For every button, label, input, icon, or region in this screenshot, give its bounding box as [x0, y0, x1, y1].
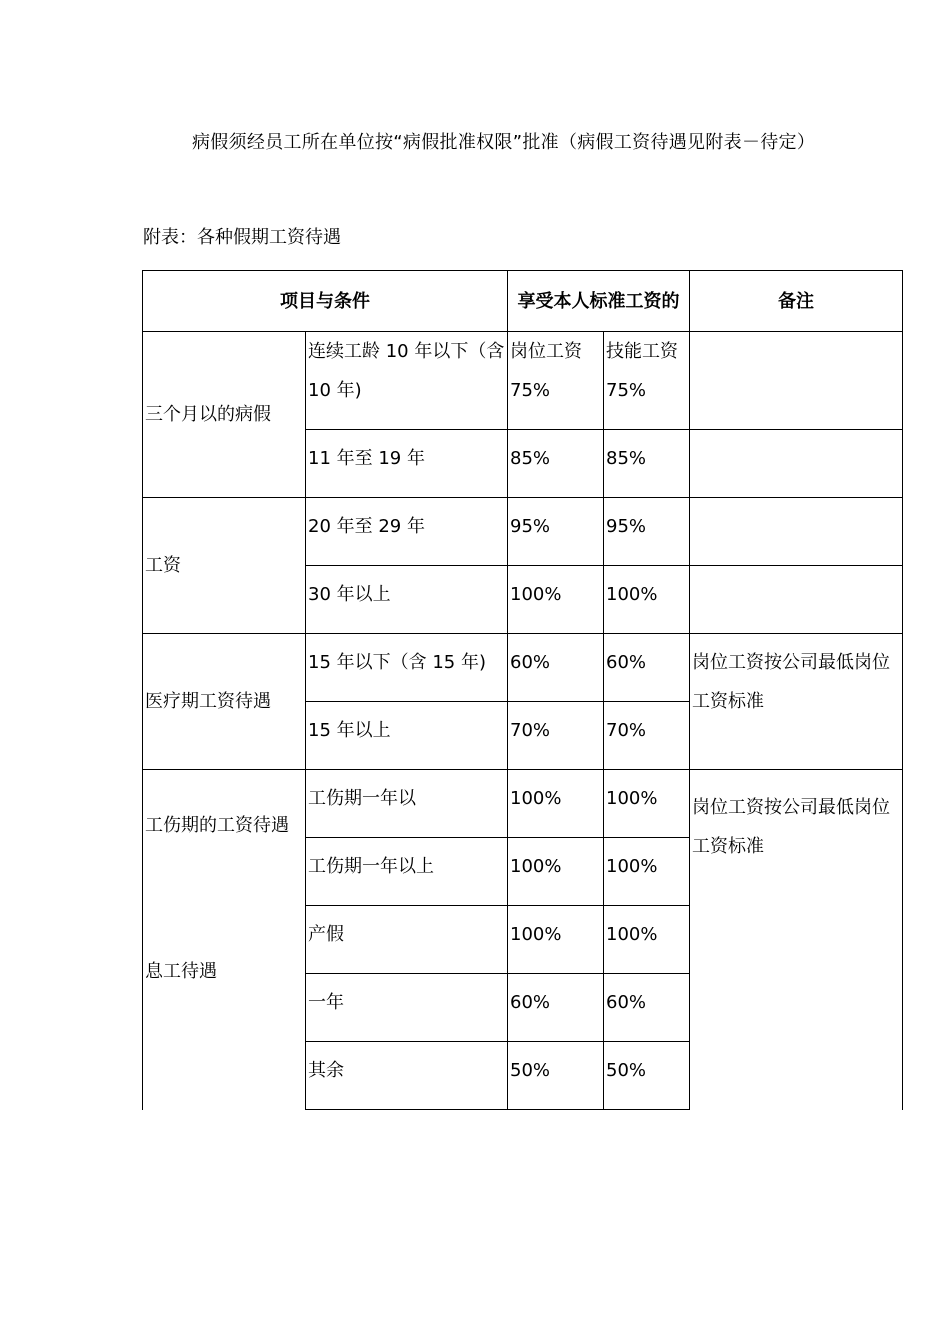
note-cell — [690, 430, 903, 498]
section-wage: 工资 — [143, 498, 306, 634]
table-row — [143, 770, 903, 838]
skill-wage-cell: 60% — [604, 974, 690, 1042]
skill-wage-cell: 95% — [604, 498, 690, 566]
leave-wage-table — [142, 270, 903, 1110]
skill-wage-cell: 100% — [604, 906, 690, 974]
table-row — [143, 332, 903, 430]
skill-wage-cell: 100% — [604, 566, 690, 634]
post-wage-cell: 70% — [508, 702, 604, 770]
body-paragraph: 病假须经员工所在单位按“病假批准权限”批准（病假工资待遇见附表－待定） — [192, 132, 816, 153]
skill-wage-cell: 70% — [604, 702, 690, 770]
post-wage-cell: 85% — [508, 430, 604, 498]
skill-wage-cell: 85% — [604, 430, 690, 498]
table-row — [143, 498, 903, 566]
section-injury-rest — [143, 770, 306, 1110]
skill-wage-cell: 60% — [604, 634, 690, 702]
condition-cell: 20 年至 29 年 — [306, 498, 508, 566]
condition-cell: 15 年以下（含 15 年) — [306, 634, 508, 702]
section-medical: 医疗期工资待遇 — [143, 634, 306, 770]
section-sick-leave: 三个月以的病假 — [143, 332, 306, 498]
condition-cell: 11 年至 19 年 — [306, 430, 508, 498]
table-caption: 附表：各种假期工资待遇 — [143, 227, 341, 248]
condition-cell: 产假 — [306, 906, 508, 974]
note-cell — [690, 566, 903, 634]
post-wage-cell: 60% — [508, 974, 604, 1042]
note-cell — [690, 332, 903, 430]
post-wage-cell: 100% — [508, 566, 604, 634]
table-row — [143, 634, 903, 702]
post-wage-cell: 50% — [508, 1042, 604, 1110]
header-item-conditions: 项目与条件 — [143, 271, 508, 332]
post-wage-cell: 100% — [508, 770, 604, 838]
section-rest: 息工待遇 — [145, 961, 217, 982]
section-injury: 工伤期的工资待遇 — [145, 815, 289, 836]
condition-cell: 其余 — [306, 1042, 508, 1110]
condition-cell: 工伤期一年以 — [306, 770, 508, 838]
skill-wage-cell: 100% — [604, 838, 690, 906]
table-header-row — [143, 271, 903, 332]
condition-cell: 连续工龄 10 年以下（含 10 年) — [306, 332, 508, 430]
note-medical: 岗位工资按公司最低岗位工资标准 — [690, 634, 903, 770]
skill-wage-cell: 50% — [604, 1042, 690, 1110]
condition-cell: 工伤期一年以上 — [306, 838, 508, 906]
post-wage-cell: 60% — [508, 634, 604, 702]
skill-wage-cell: 技能工资75% — [604, 332, 690, 430]
condition-cell: 15 年以上 — [306, 702, 508, 770]
condition-cell: 30 年以上 — [306, 566, 508, 634]
post-wage-cell: 95% — [508, 498, 604, 566]
post-wage-cell: 100% — [508, 838, 604, 906]
header-standard-wage: 享受本人标准工资的 — [508, 271, 690, 332]
post-wage-cell: 100% — [508, 906, 604, 974]
post-wage-cell: 岗位工资75% — [508, 332, 604, 430]
skill-wage-cell: 100% — [604, 770, 690, 838]
note-injury: 岗位工资按公司最低岗位工资标准 — [690, 770, 903, 1110]
condition-cell: 一年 — [306, 974, 508, 1042]
note-cell — [690, 498, 903, 566]
header-notes: 备注 — [690, 271, 903, 332]
